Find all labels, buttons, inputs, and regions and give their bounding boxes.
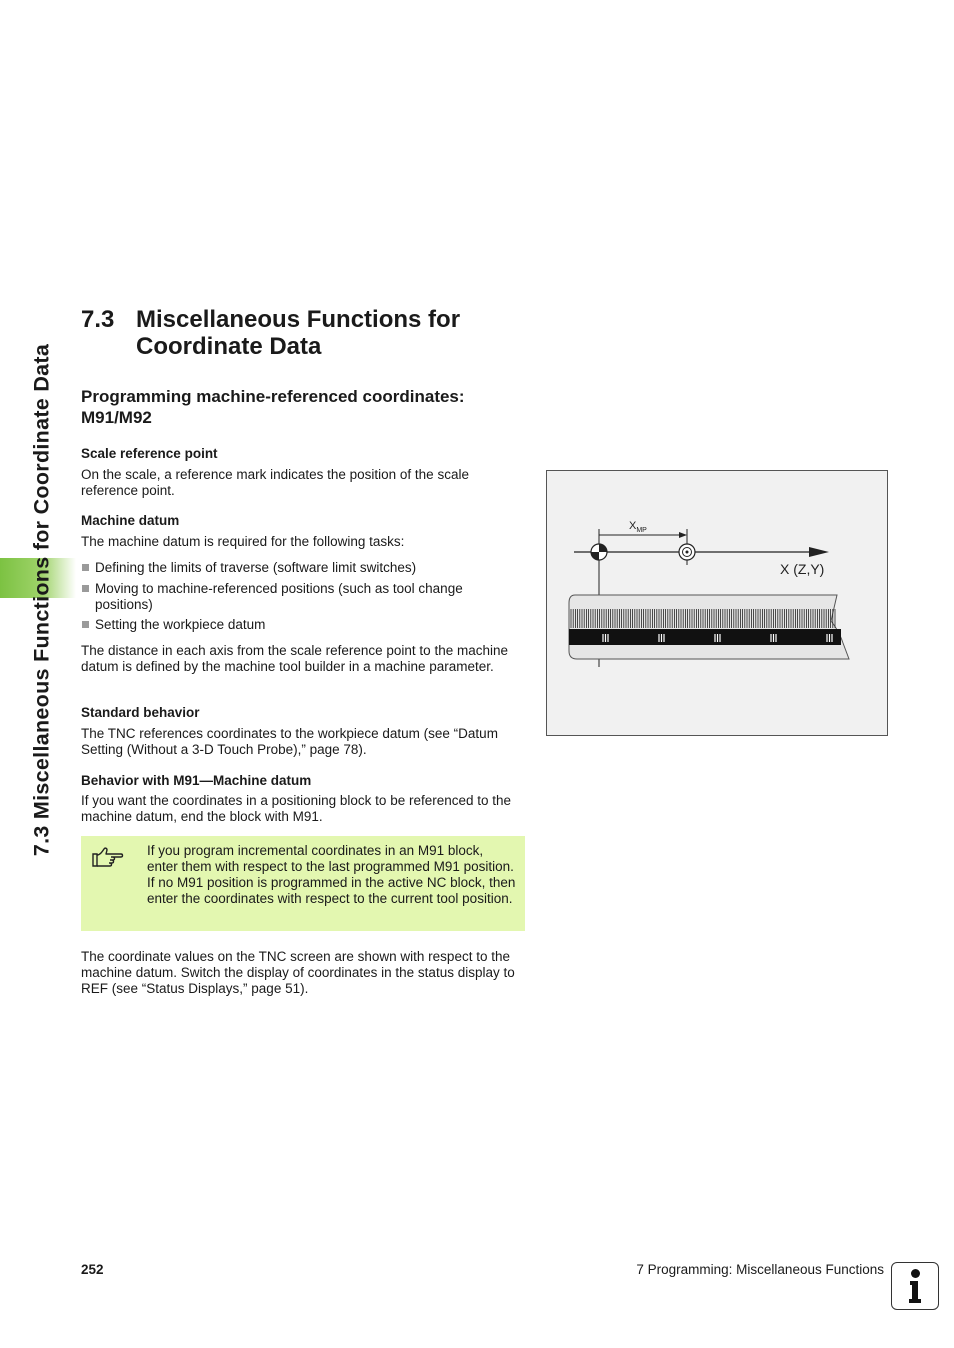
chapter-number: 7.3 <box>81 306 115 333</box>
m91-behavior-text: If you want the coordinates in a positioning block to be referenced to the machine datum, end the block with M91. <box>81 793 512 824</box>
scale-graduation <box>571 609 835 628</box>
scale-reference-heading: Scale reference point <box>81 446 218 461</box>
chapter-title: Miscellaneous Functions for Coordinate Data <box>136 306 461 360</box>
note-text: If you program incremental coordinates in an M91 block, enter them with respect to the last programmed M91 position. If no M91 position is programmed in the active NC block, then enter the coordinates with respect to the current tool position. <box>147 843 516 906</box>
machine-datum-text: The distance in each axis from the scale reference point to the machine datum is defined by the machine tool builder in a machine parameter. <box>81 643 508 674</box>
dimension-arrowhead <box>679 532 687 538</box>
side-chapter-title: 7.3 Miscellaneous Functions for Coordinate Data <box>29 343 54 857</box>
bullet-square-icon <box>82 564 89 571</box>
machine-datum-intro: The machine datum is required for the following tasks: <box>81 534 405 549</box>
scale-reference-figure <box>546 470 888 736</box>
closing-text: The coordinate values on the TNC screen are shown with respect to the machine datum. Switch the display of coordinates in the status display to REF (see “Status Displays,” page 51). <box>81 949 515 996</box>
page-number: 252 <box>81 1262 104 1277</box>
m91-behavior-heading: Behavior with M91—Machine datum <box>81 773 312 788</box>
scale-diagram <box>547 471 887 735</box>
footer-chapter-label: 7 Programming: Miscellaneous Functions <box>636 1262 884 1277</box>
machine-datum-heading: Machine datum <box>81 513 180 528</box>
distance-label: $X_{MP}$ <box>629 520 647 534</box>
section-title: Programming machine-referenced coordinates: M91/M92 <box>81 387 465 427</box>
bullet-square-icon <box>82 621 89 628</box>
note-box <box>81 836 525 931</box>
standard-behavior-text: The TNC references coordinates to the workpiece datum (see “Datum Setting (Without a 3-D Touch Probe),” page 78). <box>81 726 498 757</box>
axis-label: X (Z,Y) <box>780 561 825 577</box>
scale-reference-text: On the scale, a reference mark indicates the position of the scale reference point. <box>81 467 469 498</box>
pointing-hand-icon <box>91 846 125 870</box>
bullet-square-icon <box>82 585 89 592</box>
info-icon <box>891 1262 939 1310</box>
scale-reference-track <box>569 629 841 645</box>
standard-behavior-heading: Standard behavior <box>81 705 200 720</box>
scale-body <box>569 595 849 659</box>
x-axis-arrowhead <box>809 547 829 557</box>
